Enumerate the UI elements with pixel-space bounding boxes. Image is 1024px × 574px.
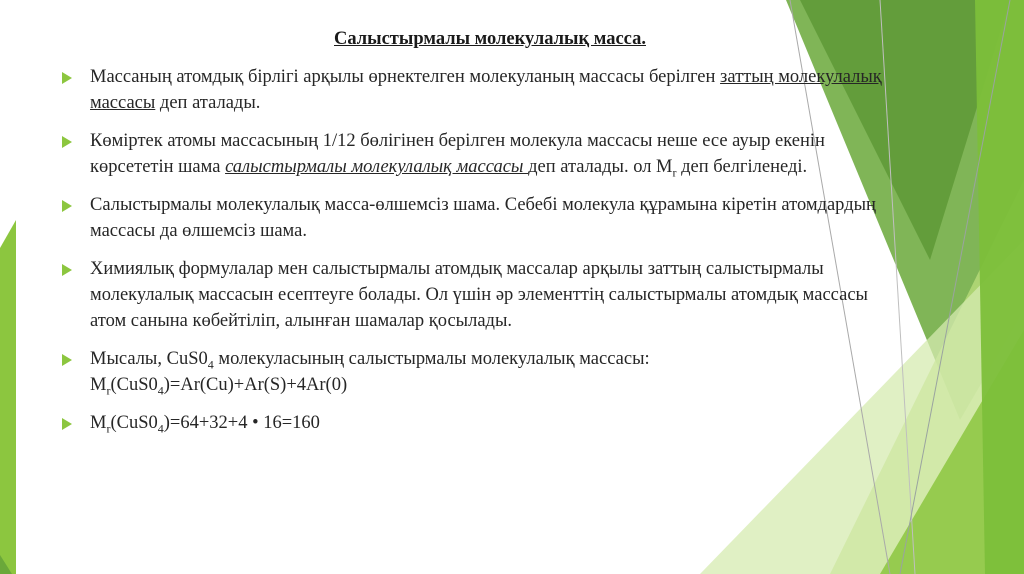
triangle-right-icon [62,200,72,212]
bullet-list [62,64,902,448]
bullet-text: Салыстырмалы молекулалық масса-өлшемсіз шама. Себебі молекула құрамына кіретін атомдардың массасы да өлшемсіз шама. [90,195,876,241]
left-green-strip [0,220,16,574]
formula-text: )=Ar(Cu)+Ar(S)+4Ar(0) [163,375,348,395]
bullet-item [62,128,902,180]
subscript: 4 [207,357,214,372]
bullet-text: Массаның атомдық бірлігі арқылы өрнектелген молекуланың массасы берілген [90,67,721,87]
bullet-item [62,346,902,398]
slide-title [0,29,980,50]
bullet-item [62,256,902,334]
subscript: 4 [157,383,164,398]
formula-text: )=64+32+4 • 16=160 [163,413,320,433]
subscript: r [106,383,111,398]
bullet-text: деп белгіленеді. [676,157,808,177]
triangle-right-icon [62,264,72,276]
bullet-text: деп аталады. ол M [528,157,673,177]
slide-title-text: Салыстырмалы молекулалық масса. [334,29,646,49]
underlined-term: заттың молекулалық массасы [90,67,882,113]
formula-text: M [90,413,107,433]
formula-text: M [90,375,107,395]
bullet-item [62,410,902,436]
bullet-text: Химиялық формулалар мен салыстырмалы атомдық массалар арқылы заттың салыстырмалы молекулалық массасын есептеуге болады. Ол үшін әр элементтің салыстырмалы атомдық массасы атом санына көбейтіліп, алынған шамалар қосылады. [90,259,868,331]
bullet-text: деп аталады. [155,93,261,113]
triangle-right-icon [62,136,72,148]
bullet-text: Мысалы, CuS0 [90,349,208,369]
subscript: r [672,165,677,180]
triangle-right-icon [62,72,72,84]
italic-underlined-term: салыстырмалы молекулалық массасы [225,157,529,177]
formula-text: (CuS0 [110,413,158,433]
triangle-right-icon [62,418,72,430]
triangle-right-icon [62,354,72,366]
subscript: r [106,421,111,436]
formula-text: (CuS0 [110,375,158,395]
bullet-text: Көміртек атомы массасының 1/12 бөлігінен берілген молекула массасы неше есе ауыр екенін көрсететін шама [90,131,825,177]
bullet-text: молекуласының салыстырмалы молекулалық массасы: [213,349,650,369]
subscript: 4 [157,421,164,436]
bullet-item [62,192,902,244]
bullet-item [62,64,902,116]
